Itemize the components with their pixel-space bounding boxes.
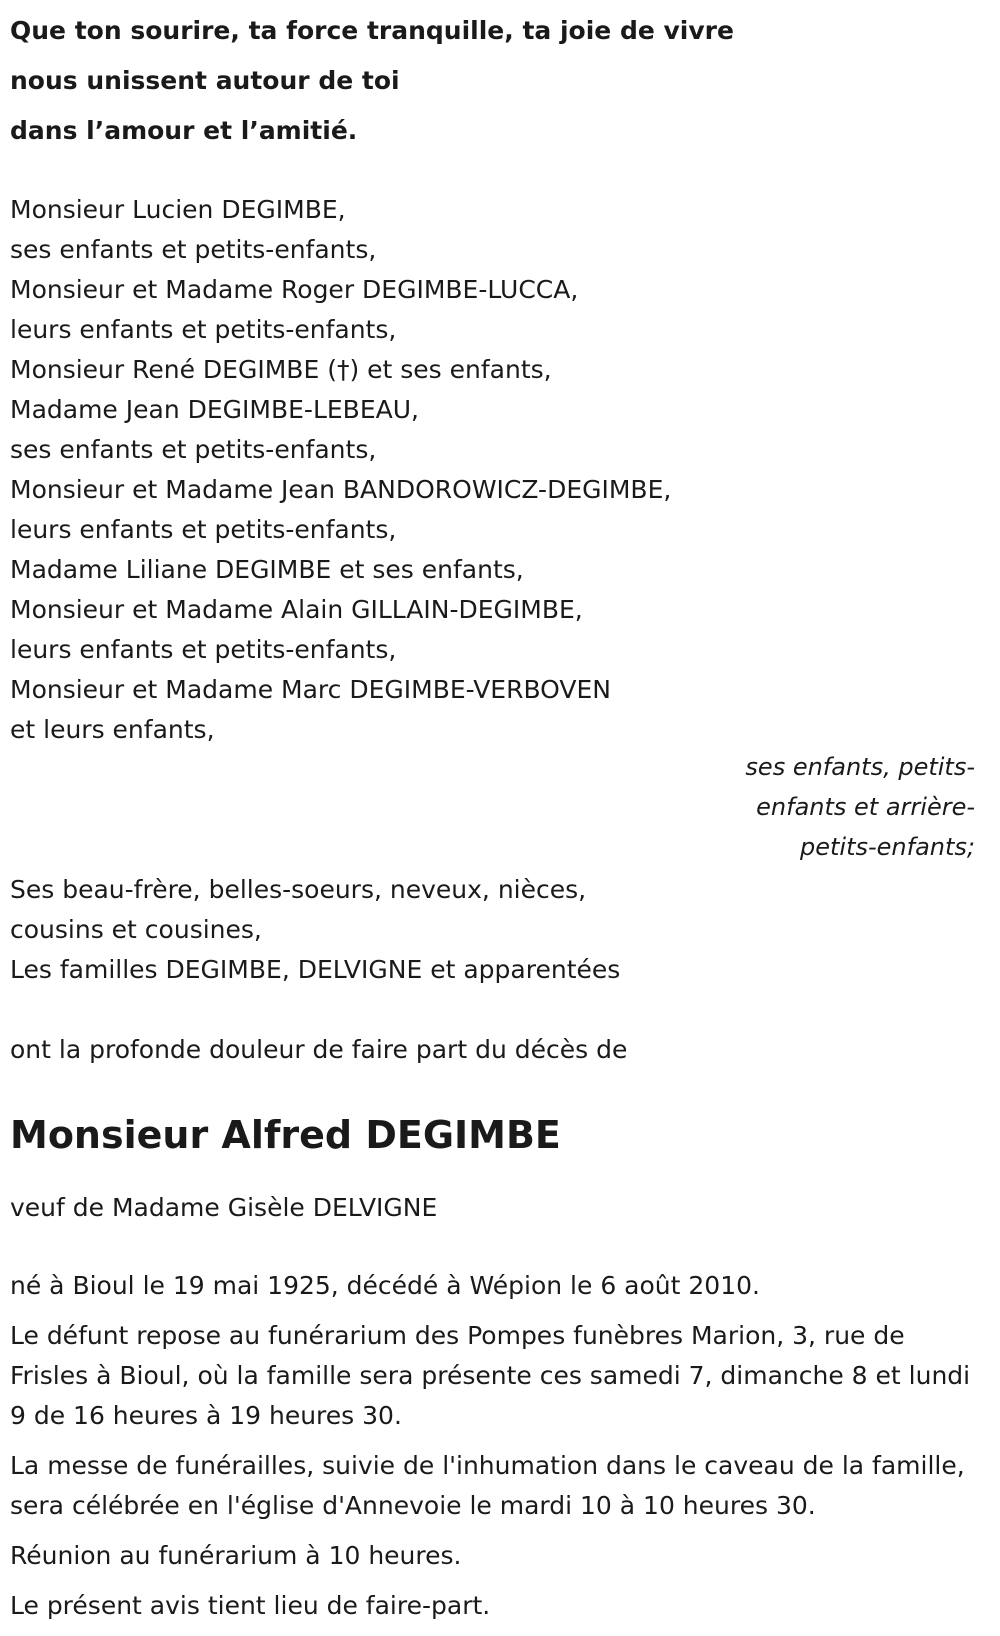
side-note	[10, 747, 975, 867]
obituary-notice	[10, 0, 990, 1636]
relatives-line: Ses beau-frère, belles-soeurs, neveux, nièces,	[10, 875, 587, 904]
epigraph-line: nous unissent autour de toi	[10, 66, 400, 95]
funeral-details	[10, 1266, 980, 1626]
family-line: Monsieur et Madame Marc DEGIMBE-VERBOVEN	[10, 675, 612, 704]
details-paragraph: né à Bioul le 19 mai 1925, décédé à Wépion le 6 août 2010.	[10, 1271, 760, 1300]
side-note-line: petits-enfants;	[800, 833, 975, 861]
family-line: Madame Jean DEGIMBE-LEBEAU,	[10, 395, 419, 424]
relatives-line: cousins et cousines,	[10, 915, 262, 944]
details-paragraph: Le présent avis tient lieu de faire-part.	[10, 1591, 491, 1620]
family-line: Monsieur Lucien DEGIMBE,	[10, 195, 346, 224]
family-line: leurs enfants et petits-enfants,	[10, 635, 397, 664]
epigraph-line: dans l’amour et l’amitié.	[10, 116, 358, 145]
epigraph-line: Que ton sourire, ta force tranquille, ta joie de vivre	[10, 16, 734, 45]
side-note-line: ses enfants, petits-	[745, 753, 975, 781]
family-line: leurs enfants et petits-enfants,	[10, 515, 397, 544]
announcement-text: ont la profonde douleur de faire part du décès de	[10, 1035, 628, 1064]
relatives-list	[10, 870, 990, 990]
family-line: Monsieur René DEGIMBE (†) et ses enfants,	[10, 355, 552, 384]
family-line: ses enfants et petits-enfants,	[10, 435, 377, 464]
epigraph	[10, 6, 990, 156]
family-line: Monsieur et Madame Alain GILLAIN-DEGIMBE,	[10, 595, 583, 624]
family-list	[10, 190, 990, 750]
family-line: Monsieur et Madame Jean BANDOROWICZ-DEGIMBE,	[10, 475, 672, 504]
widow-line: veuf de Madame Gisèle DELVIGNE	[10, 1193, 438, 1222]
deceased-name: Monsieur Alfred DEGIMBE	[10, 1113, 561, 1157]
family-line: Madame Liliane DEGIMBE et ses enfants,	[10, 555, 524, 584]
details-paragraph: Le défunt repose au funérarium des Pompes funèbres Marion, 3, rue de Frisles à Bioul, où la famille sera présente ces samedi 7, dimanche 8 et lundi 9 de 16 heures à 19 heures 30.	[10, 1321, 971, 1430]
relatives-line: Les familles DEGIMBE, DELVIGNE et apparentées	[10, 955, 621, 984]
family-line: ses enfants et petits-enfants,	[10, 235, 377, 264]
details-paragraph: Réunion au funérarium à 10 heures.	[10, 1541, 462, 1570]
family-line: Monsieur et Madame Roger DEGIMBE-LUCCA,	[10, 275, 579, 304]
family-line: leurs enfants et petits-enfants,	[10, 315, 397, 344]
details-paragraph: La messe de funérailles, suivie de l'inhumation dans le caveau de la famille, sera célébrée en l'église d'Annevoie le mardi 10 à 10 heures 30.	[10, 1451, 965, 1520]
family-line: et leurs enfants,	[10, 715, 215, 744]
side-note-line: enfants et arrière-	[756, 793, 975, 821]
